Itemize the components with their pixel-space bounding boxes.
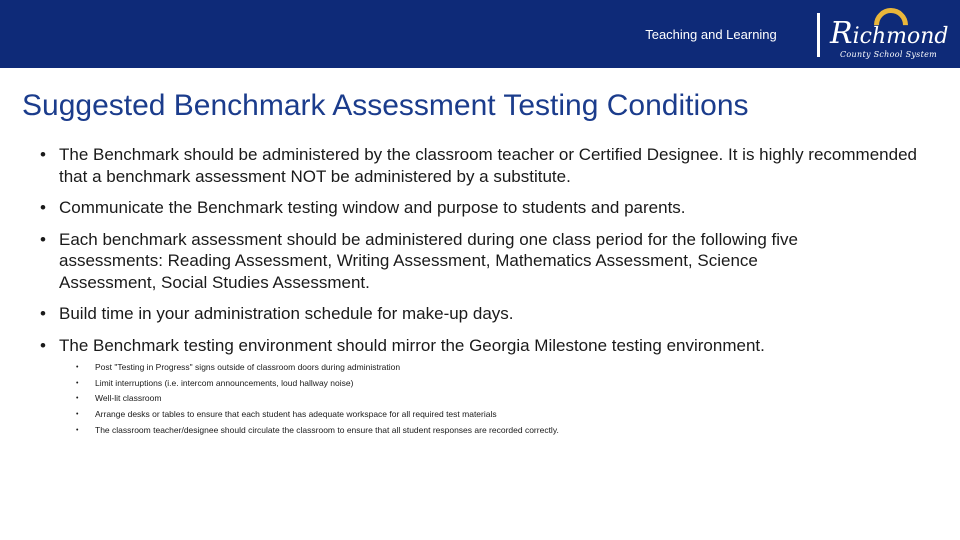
header-divider xyxy=(817,13,820,57)
bullet-item: • Each benchmark assessment should be administered during one class period for the following five assessments: Reading Assessment, Writing Assessment, Mathematics Assessment, Science Assessment, Social Studies Assessment. xyxy=(40,229,839,294)
sub-bullet-item: • Limit interruptions (i.e. intercom announcements, loud hallway noise) xyxy=(76,376,876,392)
department-label: Teaching and Learning xyxy=(645,27,777,42)
sub-bullet-item: • The classroom teacher/designee should circulate the classroom to ensure that all student responses are recorded correctly. xyxy=(76,423,876,439)
main-bullet-list xyxy=(40,144,920,366)
sub-bullet-list xyxy=(76,360,876,439)
bullet-item: • Build time in your administration schedule for make-up days. xyxy=(40,303,920,325)
slide-title: Suggested Benchmark Assessment Testing Conditions xyxy=(22,89,749,122)
logo-wordmark: Richmond xyxy=(830,16,949,51)
bullet-item: • Communicate the Benchmark testing window and purpose to students and parents. xyxy=(40,197,920,219)
sub-bullet-item: • Well-lit classroom xyxy=(76,391,876,407)
sub-bullet-item: • Arrange desks or tables to ensure that each student has adequate workspace for all required test materials xyxy=(76,407,876,423)
bullet-item: • The Benchmark testing environment should mirror the Georgia Milestone testing environment. xyxy=(40,335,920,357)
header-bar xyxy=(0,0,960,68)
logo-tagline: County School System xyxy=(840,50,938,59)
sub-bullet-item: • Post "Testing in Progress" signs outside of classroom doors during administration xyxy=(76,360,876,376)
richmond-logo xyxy=(826,6,949,64)
bullet-item: • The Benchmark should be administered by the classroom teacher or Certified Designee. It is highly recommended that a benchmark assessment NOT be administered by a substitute. xyxy=(40,144,920,187)
